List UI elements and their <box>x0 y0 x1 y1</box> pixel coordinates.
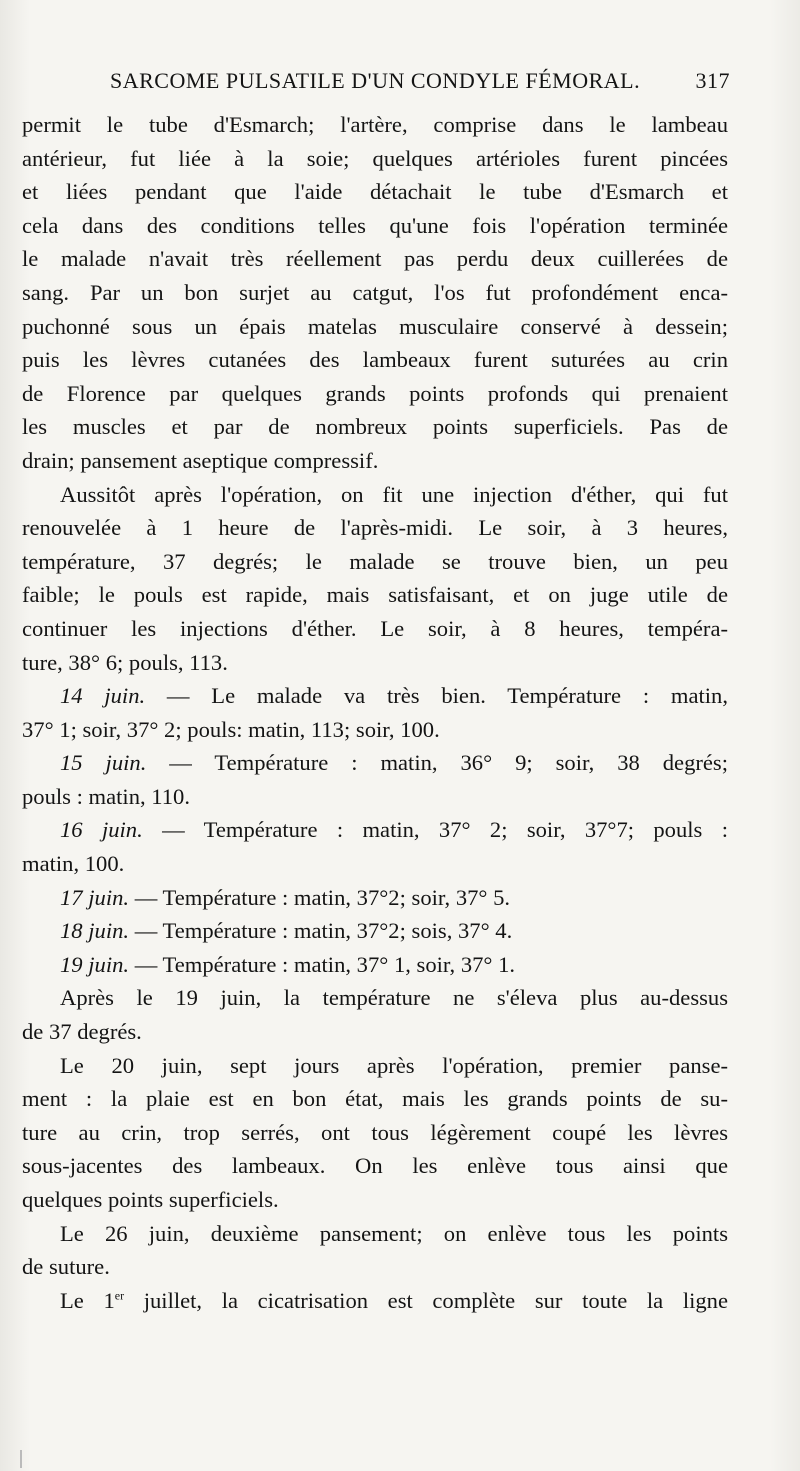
line-text: — Température : matin, 37°2; sois, 37° 4. <box>129 918 513 944</box>
text-line <box>22 545 728 579</box>
text-line <box>22 679 728 713</box>
text-line <box>22 612 728 646</box>
line-text: antérieur, fut liée à la soie; quelques artérioles furent pincées <box>22 145 728 171</box>
line-text: — Température : matin, 36° 9; soir, 38 degrés; <box>146 750 728 776</box>
text-line <box>22 780 728 814</box>
text-line <box>22 1049 728 1083</box>
text-line <box>22 1183 728 1217</box>
text-line <box>22 1284 728 1318</box>
line-text: le malade n'avait très réellement pas perdu deux cuillerées de <box>22 246 728 272</box>
line-text: — Température : matin, 37° 2; soir, 37°7; pouls : <box>142 817 728 843</box>
line-text: Le 1 <box>60 1287 115 1313</box>
entry-date: 18 juin. <box>60 918 130 944</box>
line-text: les muscles et par de nombreux points superficiels. Pas de <box>22 414 728 440</box>
text-line <box>22 343 728 377</box>
text-line <box>22 1116 728 1150</box>
scan-edge-mark <box>20 1450 22 1468</box>
line-text: Après le 19 juin, la température ne s'éleva plus au-dessus <box>60 985 728 1011</box>
text-line <box>22 948 728 982</box>
body-text <box>22 108 728 1317</box>
text-line <box>22 881 728 915</box>
line-text: ment : la plaie est en bon état, mais les grands points de su- <box>22 1086 728 1112</box>
text-line <box>22 209 728 243</box>
page-header <box>110 68 730 100</box>
text-line <box>22 410 728 444</box>
text-line <box>22 242 728 276</box>
text-line <box>22 813 728 847</box>
entry-date: 14 juin. <box>60 683 146 709</box>
line-text: renouvelée à 1 heure de l'après-midi. Le soir, à 3 heures, <box>22 515 728 541</box>
entry-date: 15 juin. <box>60 750 147 776</box>
line-text: Le 20 juin, sept jours après l'opération, premier panse- <box>60 1052 728 1078</box>
text-line <box>22 578 728 612</box>
line-text: matin, 100. <box>22 851 125 877</box>
line-text: ture au crin, trop serrés, ont tous légèrement coupé les lèvres <box>22 1119 728 1145</box>
line-text: température, 37 degrés; le malade se trouve bien, un peu <box>22 548 728 574</box>
line-text: ture, 38° 6; pouls, 113. <box>22 649 228 675</box>
line-text: de suture. <box>22 1254 110 1280</box>
line-text: faible; le pouls est rapide, mais satisfaisant, et on juge utile de <box>22 582 728 608</box>
text-line <box>22 377 728 411</box>
text-line <box>22 981 728 1015</box>
text-line <box>22 511 728 545</box>
line-text: pouls : matin, 110. <box>22 783 190 809</box>
text-line <box>22 276 728 310</box>
text-line <box>22 108 728 142</box>
line-text: cela dans des conditions telles qu'une fois l'opération terminée <box>22 212 728 238</box>
line-text: Aussitôt après l'opération, on fit une injection d'éther, qui fut <box>60 481 728 507</box>
line-text: et liées pendant que l'aide détachait le tube d'Esmarch et <box>22 179 728 205</box>
text-line <box>22 847 728 881</box>
line-text: drain; pansement aseptique compressif. <box>22 447 379 473</box>
text-line <box>22 713 728 747</box>
line-text: Le 26 juin, deuxième pansement; on enlève tous les points <box>60 1220 728 1246</box>
line-text: quelques points superficiels. <box>22 1187 279 1212</box>
line-text: — Le malade va très bien. Température : matin, <box>145 683 728 709</box>
line-text: — Température : matin, 37° 1, soir, 37° 1. <box>129 951 516 977</box>
text-line <box>22 1250 728 1284</box>
text-line <box>22 1149 728 1183</box>
line-text: de 37 degrés. <box>22 1019 142 1045</box>
text-line <box>22 444 728 478</box>
page-number: 317 <box>695 68 730 93</box>
text-line <box>22 1082 728 1116</box>
line-text: sang. Par un bon surjet au catgut, l'os fut profondément enca- <box>22 279 728 305</box>
line-text: — Température : matin, 37°2; soir, 37° 5. <box>129 884 511 910</box>
line-text: sous-jacentes des lambeaux. On les enlève tous ainsi que <box>22 1153 728 1179</box>
text-line <box>22 746 728 780</box>
line-text: juillet, la cicatrisation est complète sur toute la ligne <box>124 1287 728 1313</box>
line-text: de Florence par quelques grands points profonds qui prenaient <box>22 380 728 406</box>
line-text: 37° 1; soir, 37° 2; pouls: matin, 113; soir, 100. <box>22 716 440 742</box>
text-line <box>22 175 728 209</box>
text-line <box>22 310 728 344</box>
line-text: puchonné sous un épais matelas musculaire conservé à dessein; <box>22 313 728 339</box>
text-line <box>22 1217 728 1251</box>
entry-date: 16 juin. <box>60 817 143 843</box>
text-line <box>22 646 728 680</box>
line-text: continuer les injections d'éther. Le soir, à 8 heures, tempéra- <box>22 615 728 641</box>
running-title: SARCOME PULSATILE D'UN CONDYLE FÉMORAL. <box>110 68 641 93</box>
entry-date: 19 juin. <box>60 951 130 977</box>
text-line <box>22 914 728 948</box>
line-text: permit le tube d'Esmarch; l'artère, comprise dans le lambeau <box>22 112 728 137</box>
superscript: er <box>114 1288 125 1303</box>
entry-date: 17 juin. <box>60 884 130 910</box>
text-line <box>22 1015 728 1049</box>
text-line <box>22 142 728 176</box>
line-text: puis les lèvres cutanées des lambeaux furent suturées au crin <box>22 347 728 373</box>
text-line <box>22 478 728 512</box>
